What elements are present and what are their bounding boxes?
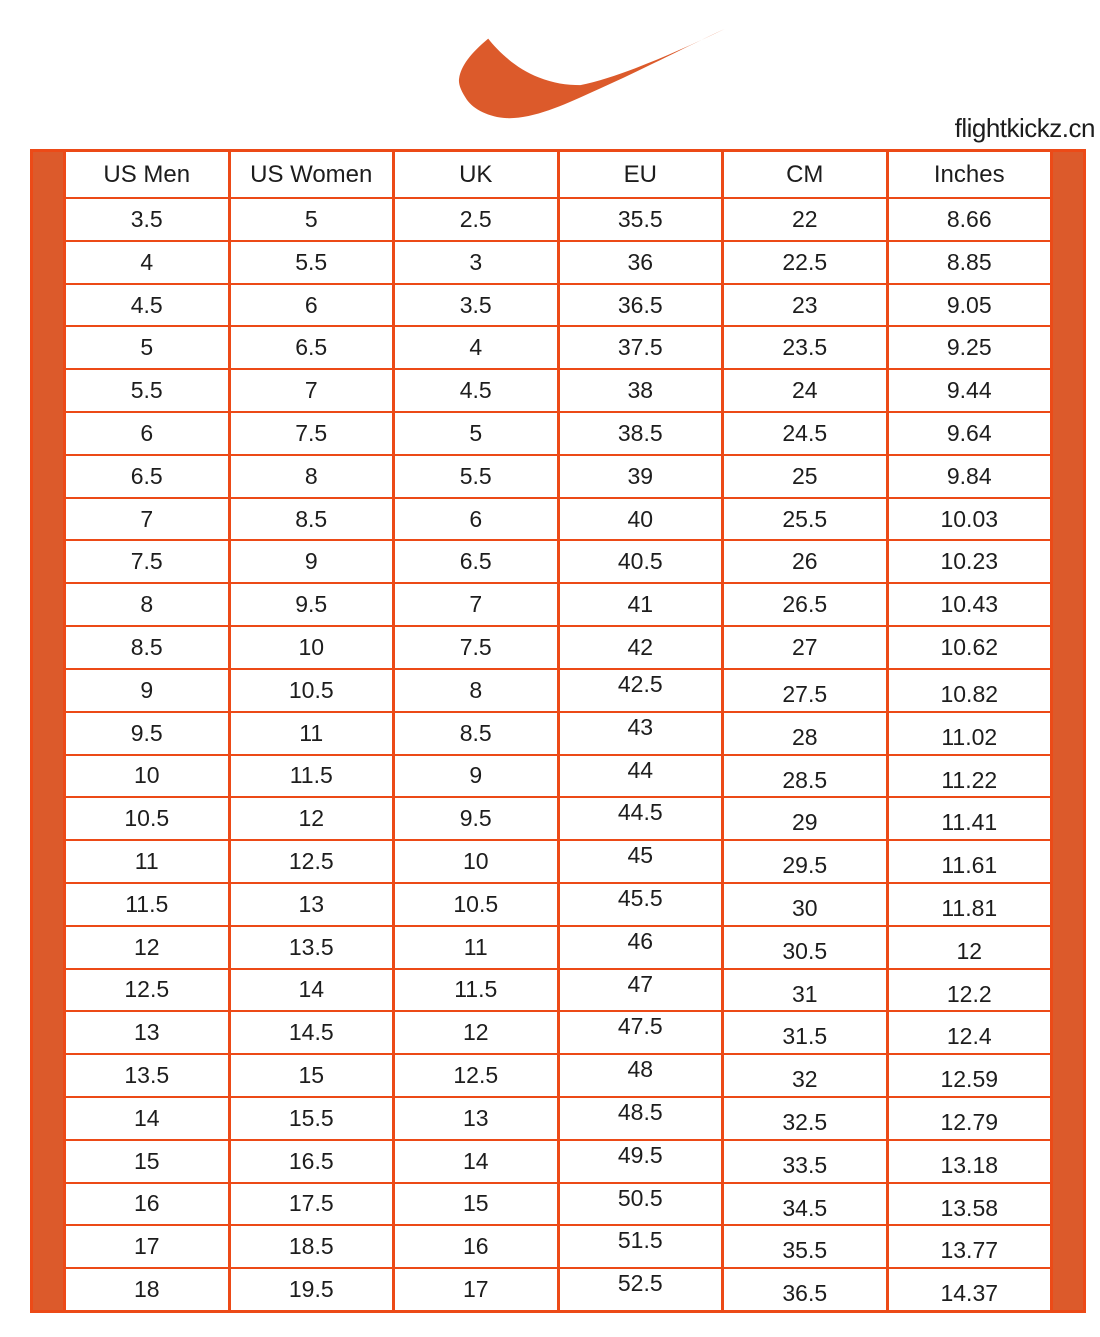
table-cell: 17.5 <box>231 1184 393 1225</box>
table-cell: 44.5 <box>560 798 722 839</box>
table-cell: 38.5 <box>560 413 722 454</box>
table-cell: 42 <box>560 627 722 668</box>
table-cell: 12.4 <box>889 1012 1051 1053</box>
table-cell: 13.58 <box>889 1184 1051 1225</box>
table-cell: 8 <box>66 584 228 625</box>
column-header-uk: UK <box>395 152 557 197</box>
table-cell: 30.5 <box>724 927 886 968</box>
table-cell: 6.5 <box>66 456 228 497</box>
table-cell: 10.62 <box>889 627 1051 668</box>
table-cell: 45.5 <box>560 884 722 925</box>
table-cell: 45 <box>560 841 722 882</box>
table-cell: 8 <box>395 670 557 711</box>
table-cell: 29 <box>724 798 886 839</box>
table-cell: 49.5 <box>560 1141 722 1182</box>
table-cell: 12.5 <box>66 970 228 1011</box>
table-cell: 50.5 <box>560 1184 722 1225</box>
table-cell: 24 <box>724 370 886 411</box>
table-cell: 12.79 <box>889 1098 1051 1139</box>
table-cell: 28 <box>724 713 886 754</box>
table-cell: 26.5 <box>724 584 886 625</box>
column-header-us-women: US Women <box>231 152 393 197</box>
table-cell: 23.5 <box>724 327 886 368</box>
table-cell: 12.5 <box>395 1055 557 1096</box>
table-cell: 26 <box>724 541 886 582</box>
table-cell: 10.43 <box>889 584 1051 625</box>
table-cell: 9.5 <box>395 798 557 839</box>
table-cell: 25.5 <box>724 499 886 540</box>
table-cell: 4 <box>395 327 557 368</box>
table-cell: 32.5 <box>724 1098 886 1139</box>
table-cell: 5.5 <box>66 370 228 411</box>
table-cell: 42.5 <box>560 670 722 711</box>
table-cell: 15 <box>395 1184 557 1225</box>
table-cell: 11.5 <box>231 756 393 797</box>
table-cell: 10 <box>66 756 228 797</box>
table-cell: 36.5 <box>724 1269 886 1310</box>
table-cell: 12 <box>395 1012 557 1053</box>
table-cell: 9 <box>66 670 228 711</box>
table-cell: 13.18 <box>889 1141 1051 1182</box>
column-header-cm: CM <box>724 152 886 197</box>
table-cell: 12.59 <box>889 1055 1051 1096</box>
table-cell: 8.66 <box>889 199 1051 240</box>
table-cell: 16 <box>395 1226 557 1267</box>
table-cell: 11.5 <box>66 884 228 925</box>
table-cell: 44 <box>560 756 722 797</box>
table-cell: 17 <box>66 1226 228 1267</box>
table-cell: 33.5 <box>724 1141 886 1182</box>
table-cell: 9.05 <box>889 285 1051 326</box>
table-cell: 15.5 <box>231 1098 393 1139</box>
table-cell: 17 <box>395 1269 557 1310</box>
table-cell: 9.64 <box>889 413 1051 454</box>
table-cell: 6.5 <box>231 327 393 368</box>
table-cell: 37.5 <box>560 327 722 368</box>
table-cell: 38 <box>560 370 722 411</box>
table-cell: 25 <box>724 456 886 497</box>
table-cell: 5 <box>231 199 393 240</box>
table-cell: 4 <box>66 242 228 283</box>
table-cell: 12 <box>231 798 393 839</box>
table-cell: 4.5 <box>66 285 228 326</box>
table-cell: 13.5 <box>231 927 393 968</box>
table-cell: 3.5 <box>395 285 557 326</box>
table-cell: 10.23 <box>889 541 1051 582</box>
table-cell: 9.5 <box>231 584 393 625</box>
table-cell: 29.5 <box>724 841 886 882</box>
table-cell: 6.5 <box>395 541 557 582</box>
table-cell: 41 <box>560 584 722 625</box>
table-cell: 47 <box>560 970 722 1011</box>
table-cell: 31.5 <box>724 1012 886 1053</box>
table-cell: 7.5 <box>231 413 393 454</box>
table-cell: 10 <box>231 627 393 668</box>
table-cell: 28.5 <box>724 756 886 797</box>
table-cell: 34.5 <box>724 1184 886 1225</box>
table-cell: 9 <box>231 541 393 582</box>
table-cell: 9 <box>395 756 557 797</box>
table-cell: 15 <box>231 1055 393 1096</box>
table-cell: 18.5 <box>231 1226 393 1267</box>
column-header-eu: EU <box>560 152 722 197</box>
column-header-us-men: US Men <box>66 152 228 197</box>
table-cell: 8.5 <box>66 627 228 668</box>
table-cell: 51.5 <box>560 1226 722 1267</box>
right-accent-bar <box>1053 152 1083 1310</box>
table-cell: 13.5 <box>66 1055 228 1096</box>
table-cell: 11.41 <box>889 798 1051 839</box>
table-cell: 9.44 <box>889 370 1051 411</box>
table-cell: 8.5 <box>395 713 557 754</box>
table-cell: 27.5 <box>724 670 886 711</box>
table-cell: 11 <box>231 713 393 754</box>
table-cell: 7 <box>66 499 228 540</box>
table-cell: 18 <box>66 1269 228 1310</box>
table-cell: 7 <box>395 584 557 625</box>
table-cell: 14.37 <box>889 1269 1051 1310</box>
table-cell: 16 <box>66 1184 228 1225</box>
table-cell: 27 <box>724 627 886 668</box>
table-cell: 12.2 <box>889 970 1051 1011</box>
table-cell: 13.77 <box>889 1226 1051 1267</box>
table-cell: 31 <box>724 970 886 1011</box>
table-cell: 7.5 <box>66 541 228 582</box>
nike-swoosh-path <box>459 29 725 118</box>
table-cell: 13 <box>395 1098 557 1139</box>
table-cell: 11 <box>66 841 228 882</box>
table-cell: 5 <box>395 413 557 454</box>
table-cell: 35.5 <box>560 199 722 240</box>
table-cell: 16.5 <box>231 1141 393 1182</box>
table-cell: 2.5 <box>395 199 557 240</box>
table-cell: 8 <box>231 456 393 497</box>
table-cell: 13 <box>231 884 393 925</box>
table-cell: 22.5 <box>724 242 886 283</box>
table-cell: 10.5 <box>395 884 557 925</box>
table-cell: 6 <box>395 499 557 540</box>
table-cell: 24.5 <box>724 413 886 454</box>
table-cell: 15 <box>66 1141 228 1182</box>
table-cell: 7 <box>231 370 393 411</box>
table-cell: 7.5 <box>395 627 557 668</box>
table-cell: 4.5 <box>395 370 557 411</box>
table-cell: 22 <box>724 199 886 240</box>
table-cell: 11.5 <box>395 970 557 1011</box>
table-cell: 47.5 <box>560 1012 722 1053</box>
table-cell: 10.03 <box>889 499 1051 540</box>
table-cell: 40 <box>560 499 722 540</box>
watermark-text: flightkickz.cn <box>954 113 1095 143</box>
table-cell: 14.5 <box>231 1012 393 1053</box>
nike-swoosh-icon <box>452 26 732 123</box>
table-cell: 43 <box>560 713 722 754</box>
table-cell: 36.5 <box>560 285 722 326</box>
table-cell: 35.5 <box>724 1226 886 1267</box>
table-cell: 14 <box>395 1141 557 1182</box>
table-cell: 5 <box>66 327 228 368</box>
table-cell: 14 <box>66 1098 228 1139</box>
table-cell: 8.85 <box>889 242 1051 283</box>
table-cell: 10 <box>395 841 557 882</box>
left-accent-bar <box>33 152 63 1310</box>
table-cell: 10.82 <box>889 670 1051 711</box>
table-cell: 6 <box>231 285 393 326</box>
table-cell: 32 <box>724 1055 886 1096</box>
table-cell: 52.5 <box>560 1269 722 1310</box>
table-cell: 48.5 <box>560 1098 722 1139</box>
table-cell: 11.02 <box>889 713 1051 754</box>
table-cell: 23 <box>724 285 886 326</box>
table-cell: 12 <box>66 927 228 968</box>
table-cell: 36 <box>560 242 722 283</box>
table-cell: 3 <box>395 242 557 283</box>
column-header-inches: Inches <box>889 152 1051 197</box>
table-cell: 13 <box>66 1012 228 1053</box>
table-cell: 8.5 <box>231 499 393 540</box>
table-cell: 10.5 <box>66 798 228 839</box>
table-cell: 9.84 <box>889 456 1051 497</box>
table-cell: 11.22 <box>889 756 1051 797</box>
table-cell: 9.25 <box>889 327 1051 368</box>
table-cell: 12 <box>889 927 1051 968</box>
size-grid <box>63 152 1053 1310</box>
table-cell: 11.61 <box>889 841 1051 882</box>
table-cell: 5.5 <box>395 456 557 497</box>
table-cell: 14 <box>231 970 393 1011</box>
table-cell: 3.5 <box>66 199 228 240</box>
table-cell: 6 <box>66 413 228 454</box>
table-cell: 11 <box>395 927 557 968</box>
table-cell: 46 <box>560 927 722 968</box>
table-cell: 9.5 <box>66 713 228 754</box>
table-cell: 5.5 <box>231 242 393 283</box>
table-cell: 48 <box>560 1055 722 1096</box>
table-cell: 30 <box>724 884 886 925</box>
table-cell: 39 <box>560 456 722 497</box>
size-conversion-table <box>30 149 1086 1313</box>
table-cell: 19.5 <box>231 1269 393 1310</box>
table-cell: 10.5 <box>231 670 393 711</box>
table-cell: 11.81 <box>889 884 1051 925</box>
table-cell: 12.5 <box>231 841 393 882</box>
table-cell: 40.5 <box>560 541 722 582</box>
